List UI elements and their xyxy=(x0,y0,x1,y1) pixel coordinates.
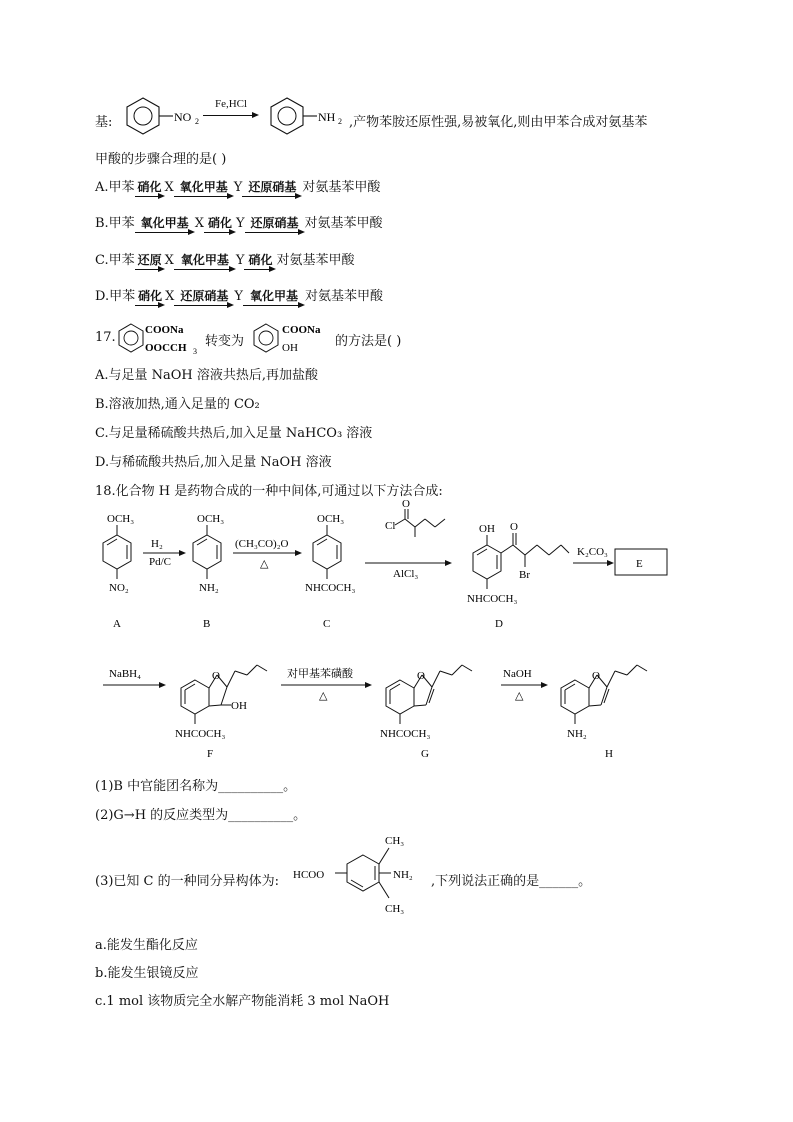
svg-text:NH₂: NH₂ xyxy=(199,582,219,594)
salicylate-structure xyxy=(250,320,340,356)
svg-text:NHCOCH₃: NHCOCH₃ xyxy=(467,593,518,605)
q18-sub3-line: (3)已知 C 的一种同分异构体为: HCOO NH₂ CH₃ CH₃ ,下列说法正确的是______。 xyxy=(95,830,695,920)
svg-text:△: △ xyxy=(260,558,269,570)
svg-text:AlCl₃: AlCl₃ xyxy=(393,568,419,580)
q16-option-c[interactable]: C.甲苯 还原 X 氧化甲基 Y 硝化 对氨基苯甲酸 xyxy=(95,249,355,274)
svg-text:Br: Br xyxy=(519,569,530,581)
svg-text:H: H xyxy=(605,748,613,760)
svg-text:O: O xyxy=(212,670,220,682)
svg-text:COONa: COONa xyxy=(282,324,321,336)
svg-text:NHCOCH₃: NHCOCH₃ xyxy=(305,582,356,594)
q18-sub2: (2)G→H 的反应类型为__________。 xyxy=(95,808,307,823)
svg-text:A: A xyxy=(113,618,121,630)
svg-text:D: D xyxy=(495,618,503,630)
synthesis-scheme xyxy=(95,498,695,765)
q18-sub3-option-c[interactable]: c.1 mol 该物质完全水解产物能消耗 3 mol NaOH xyxy=(95,994,390,1009)
q16-option-b[interactable]: B.甲苯 氧化甲基 X 硝化 Y 还原硝基 对氨基苯甲酸 xyxy=(95,212,383,237)
q16-option-a[interactable]: A.甲苯 硝化 X 氧化甲基 Y 还原硝基 对氨基苯甲酸 xyxy=(95,176,380,201)
svg-text:O: O xyxy=(417,670,425,682)
svg-text:Pd/C: Pd/C xyxy=(149,556,172,568)
svg-text:CH₃: CH₃ xyxy=(385,835,405,847)
svg-text:COONa: COONa xyxy=(145,324,184,336)
svg-text:K₂CO₃: K₂CO₃ xyxy=(577,546,608,558)
q16-prefix: 基: xyxy=(95,115,113,130)
svg-text:OCH₃: OCH₃ xyxy=(197,513,225,525)
svg-text:NaOH: NaOH xyxy=(503,668,532,680)
svg-text:OH: OH xyxy=(479,523,495,535)
svg-text:(CH₃CO)₂O: (CH₃CO)₂O xyxy=(235,538,289,550)
aniline-structure xyxy=(265,96,355,136)
svg-text:2: 2 xyxy=(338,117,342,126)
q16-intro-line xyxy=(95,96,715,136)
q18-sub1: (1)B 中官能团名称为__________。 xyxy=(95,779,297,794)
svg-text:NO₂: NO₂ xyxy=(109,582,129,594)
q16-question-line: 甲酸的步骤合理的是( ) xyxy=(95,152,227,167)
svg-text:对甲基苯磺酸: 对甲基苯磺酸 xyxy=(287,668,353,680)
q16-option-d[interactable]: D.甲苯 硝化 X 还原硝基 Y 氧化甲基 对氨基苯甲酸 xyxy=(95,285,383,310)
svg-text:Cl: Cl xyxy=(385,520,396,532)
svg-text:OCH₃: OCH₃ xyxy=(317,513,345,525)
svg-text:△: △ xyxy=(319,690,328,702)
svg-text:HCOO: HCOO xyxy=(293,869,325,881)
q17-option-d[interactable]: D.与稀硫酸共热后,加入足量 NaOH 溶液 xyxy=(95,455,332,470)
svg-text:NHCOCH₃: NHCOCH₃ xyxy=(380,728,431,740)
q17-option-c[interactable]: C.与足量稀硫酸共热后,加入足量 NaHCO₃ 溶液 xyxy=(95,426,373,441)
svg-text:△: △ xyxy=(515,690,524,702)
svg-text:C: C xyxy=(323,618,331,630)
svg-text:B: B xyxy=(203,618,211,630)
svg-text:OCH₃: OCH₃ xyxy=(107,513,135,525)
svg-text:NH₂: NH₂ xyxy=(567,728,587,740)
q16-reaction-arrow: Fe,HCl xyxy=(203,98,259,120)
q18-sub3-option-b[interactable]: b.能发生银镜反应 xyxy=(95,966,199,981)
svg-text:O: O xyxy=(592,670,600,682)
svg-text:2: 2 xyxy=(195,117,199,126)
acetylsalicylate-structure xyxy=(115,320,205,356)
svg-text:OH: OH xyxy=(282,342,298,354)
q18-sub3-option-a[interactable]: a.能发生酯化反应 xyxy=(95,938,198,953)
q18-intro: 18.化合物 H 是药物合成的一种中间体,可通过以下方法合成: xyxy=(95,484,443,499)
svg-text:H₂: H₂ xyxy=(151,538,163,550)
q17-line: 17. COONa OOCCH 3 转变为 COONa OH 的方法是( ) xyxy=(95,318,515,358)
svg-text:OH: OH xyxy=(231,700,247,712)
svg-text:NHCOCH₃: NHCOCH₃ xyxy=(175,728,226,740)
q16-suffix: ,产物苯胺还原性强,易被氧化,则由甲苯合成对氨基苯 xyxy=(349,115,648,130)
svg-text:OOCCH: OOCCH xyxy=(145,342,187,354)
amine-label: NH xyxy=(318,110,336,124)
svg-text:NaBH₄: NaBH₄ xyxy=(109,668,141,680)
svg-text:F: F xyxy=(207,748,214,760)
c-isomer-structure xyxy=(293,830,433,920)
nitro-label: NO xyxy=(174,110,192,124)
svg-text:E: E xyxy=(636,558,643,570)
svg-text:O: O xyxy=(510,521,518,533)
svg-text:3: 3 xyxy=(193,347,197,356)
svg-text:O: O xyxy=(402,498,410,510)
q17-option-a[interactable]: A.与足量 NaOH 溶液共热后,再加盐酸 xyxy=(95,368,319,383)
q17-option-b[interactable]: B.溶液加热,通入足量的 CO₂ xyxy=(95,397,260,412)
svg-text:G: G xyxy=(421,748,429,760)
svg-text:NH₂: NH₂ xyxy=(393,869,413,881)
svg-text:CH₃: CH₃ xyxy=(385,903,405,915)
